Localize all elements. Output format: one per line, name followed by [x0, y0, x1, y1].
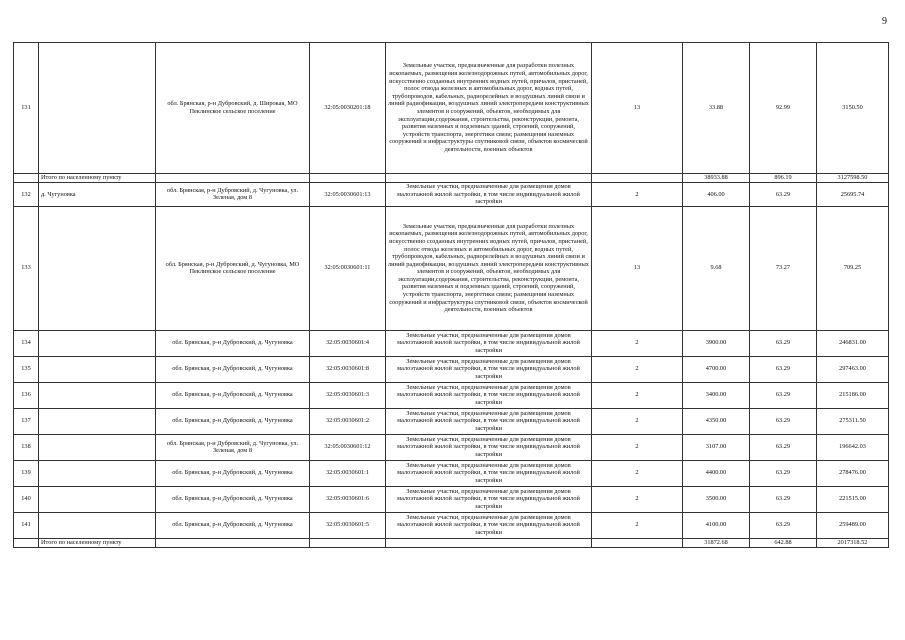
- address-cell: обл. Брянская, р-н Дубровский, д. Чугуновка: [156, 460, 310, 486]
- row-number-cell: 139: [14, 460, 39, 486]
- table-row: [14, 330, 889, 356]
- table-row: [14, 382, 889, 408]
- address-cell: обл. Брянская, р-н Дубровский, д. Чугуновка: [156, 408, 310, 434]
- row-number-cell: 134: [14, 330, 39, 356]
- category-cell: [592, 538, 683, 547]
- category-cell: 2: [592, 183, 683, 207]
- locality-cell: [39, 206, 156, 330]
- row-number-cell: 133: [14, 206, 39, 330]
- land-registry-table: [13, 42, 889, 548]
- rate-cell: 63.29: [750, 408, 817, 434]
- permitted-use-cell: Земельные участки, предназначенные для размещения домов малоэтажной жилой застройки, в том числе индивидуальной жилой застройки: [386, 486, 592, 512]
- cadastral-number-cell: 32:05:0030601:8: [310, 356, 386, 382]
- total-label-cell: Итого по населенному пункту: [39, 538, 156, 547]
- row-number-cell: 135: [14, 356, 39, 382]
- address-cell: обл. Брянская, р-н Дубровский, д. Чугуновка: [156, 512, 310, 538]
- table-body: [14, 43, 889, 548]
- locality-cell: [39, 43, 156, 174]
- table-total-row: [14, 174, 889, 183]
- locality-cell: [39, 512, 156, 538]
- permitted-use-cell: Земельные участки, предназначенные для размещения домов малоэтажной жилой застройки, в том числе индивидуальной жилой застройки: [386, 382, 592, 408]
- cadastral-number-cell: 32:05:0030601:2: [310, 408, 386, 434]
- category-cell: [592, 174, 683, 183]
- category-cell: 13: [592, 43, 683, 174]
- area-cell: 4350.00: [683, 408, 750, 434]
- permitted-use-cell: Земельные участки, предназначенные для размещения домов малоэтажной жилой застройки, в том числе индивидуальной жилой застройки: [386, 460, 592, 486]
- rate-cell: 63.29: [750, 486, 817, 512]
- locality-cell: [39, 382, 156, 408]
- rate-cell: 63.29: [750, 330, 817, 356]
- area-cell: 3400.00: [683, 382, 750, 408]
- cadastral-number-cell: 32:05:0030601:5: [310, 512, 386, 538]
- permitted-use-cell: [386, 174, 592, 183]
- value-cell: 709.25: [817, 206, 889, 330]
- category-cell: 2: [592, 512, 683, 538]
- value-cell: 2017318.52: [817, 538, 889, 547]
- permitted-use-cell: [386, 538, 592, 547]
- rate-cell: 92.99: [750, 43, 817, 174]
- cadastral-number-cell: [310, 538, 386, 547]
- cadastral-number-cell: 32:05:0030601:1: [310, 460, 386, 486]
- value-cell: 275311.50: [817, 408, 889, 434]
- rate-cell: 63.29: [750, 460, 817, 486]
- total-label-cell: Итого по населенному пункту: [39, 174, 156, 183]
- category-cell: 2: [592, 382, 683, 408]
- cadastral-number-cell: 32:05:0030201:18: [310, 43, 386, 174]
- category-cell: 2: [592, 356, 683, 382]
- cadastral-number-cell: 32:05:0030601:6: [310, 486, 386, 512]
- area-cell: 3500.00: [683, 486, 750, 512]
- table-row: [14, 512, 889, 538]
- permitted-use-cell: Земельные участки, предназначенные для размещения домов малоэтажной жилой застройки, в том числе индивидуальной жилой застройки: [386, 408, 592, 434]
- category-cell: 2: [592, 408, 683, 434]
- rate-cell: 642.88: [750, 538, 817, 547]
- value-cell: 25695.74: [817, 183, 889, 207]
- row-number-cell: 136: [14, 382, 39, 408]
- permitted-use-cell: Земельные участки, предназначенные для размещения домов малоэтажной жилой застройки, в том числе индивидуальной жилой застройки: [386, 330, 592, 356]
- area-cell: 3900.00: [683, 330, 750, 356]
- value-cell: 221515.00: [817, 486, 889, 512]
- area-cell: 31872.68: [683, 538, 750, 547]
- locality-cell: [39, 408, 156, 434]
- row-number-cell: [14, 174, 39, 183]
- category-cell: 2: [592, 330, 683, 356]
- table-row: [14, 183, 889, 207]
- rate-cell: 63.29: [750, 356, 817, 382]
- value-cell: 215186.00: [817, 382, 889, 408]
- category-cell: 2: [592, 486, 683, 512]
- cadastral-number-cell: [310, 174, 386, 183]
- address-cell: обл. Брянская, р-н Дубровский, д. Чугуновка: [156, 330, 310, 356]
- table-row: [14, 434, 889, 460]
- row-number-cell: 137: [14, 408, 39, 434]
- table-row: [14, 408, 889, 434]
- area-cell: 4700.00: [683, 356, 750, 382]
- table-row: [14, 356, 889, 382]
- category-cell: 2: [592, 434, 683, 460]
- value-cell: 259489.00: [817, 512, 889, 538]
- area-cell: 4100.00: [683, 512, 750, 538]
- area-cell: 38933.88: [683, 174, 750, 183]
- cadastral-number-cell: 32:05:0030601:11: [310, 206, 386, 330]
- address-cell: обл. Брянская, р-н Дубровский, д. Широкая, МО Пеклинское сельское поселение: [156, 43, 310, 174]
- locality-cell: д. Чугуновка: [39, 183, 156, 207]
- row-number-cell: 132: [14, 183, 39, 207]
- cadastral-number-cell: 32:05:0030601:13: [310, 183, 386, 207]
- table-row: [14, 43, 889, 174]
- table-total-row: [14, 538, 889, 547]
- address-cell: обл. Брянская, р-н Дубровский, д. Чугуновка: [156, 486, 310, 512]
- area-cell: 4400.00: [683, 460, 750, 486]
- value-cell: 3150.50: [817, 43, 889, 174]
- category-cell: 2: [592, 460, 683, 486]
- permitted-use-cell: Земельные участки, предназначенные для разработки полезных ископаемых, размещения железнодорожных путей, автомобильных дорог, искусственно созданных внутренних водных путей, причалов, пристаней, полос отвода железных и автомобильных дорог, водных путей, трубопроводов, кабельных, радиорелейных и воздушных линий связи и линий радиофикации, воздушных линий электропередачи конструктивных элементов и сооружений, объектов, необходимых для эксплуатации,содержания, строительства, реконструкции, ремонта, развития наземных и подземных зданий, строений, сооружений, устройств транспорта, энергетики связи; размещения наземных сооружений и инфраструктуры спутниковой связи, объектов космической деятельности, военных объектов: [386, 43, 592, 174]
- address-cell: [156, 174, 310, 183]
- row-number-cell: 131: [14, 43, 39, 174]
- row-number-cell: 138: [14, 434, 39, 460]
- locality-cell: [39, 330, 156, 356]
- locality-cell: [39, 460, 156, 486]
- address-cell: обл. Брянская, р-н Дубровский, д. Чугуновка: [156, 382, 310, 408]
- permitted-use-cell: Земельные участки, предназначенные для разработки полезных ископаемых, размещения железнодорожных путей, автомобильных дорог, искусственно созданных внутренних водных путей, причалов, пристаней, полос отвода железных и автомобильных дорог, водных путей, трубопроводов, кабельных, радиорелейных и воздушных линий связи и линий радиофикации, воздушных линий электропередачи конструктивных элементов и сооружений, объектов, необходимых для эксплуатации,содержания, строительства, реконструкции, ремонта, развития наземных и подземных зданий, строений, сооружений, устройств транспорта, энергетики связи; размещения наземных сооружений и инфраструктуры спутниковой связи, объектов космической деятельности, военных объектов: [386, 206, 592, 330]
- value-cell: 196642.03: [817, 434, 889, 460]
- permitted-use-cell: Земельные участки, предназначенные для размещения домов малоэтажной жилой застройки, в том числе индивидуальной жилой застройки: [386, 183, 592, 207]
- address-cell: обл. Брянская, р-н Дубровский, д. Чугуновка: [156, 356, 310, 382]
- value-cell: 297463.00: [817, 356, 889, 382]
- address-cell: [156, 538, 310, 547]
- row-number-cell: [14, 538, 39, 547]
- cadastral-number-cell: 32:05:0030601:3: [310, 382, 386, 408]
- area-cell: 406.00: [683, 183, 750, 207]
- table-row: [14, 460, 889, 486]
- value-cell: 3127598.50: [817, 174, 889, 183]
- value-cell: 246831.00: [817, 330, 889, 356]
- rate-cell: 896.19: [750, 174, 817, 183]
- table-row: [14, 486, 889, 512]
- rate-cell: 73.27: [750, 206, 817, 330]
- address-cell: обл. Брянская, р-н Дубровский, д. Чугуновка, МО Пеклинское сельское поселение: [156, 206, 310, 330]
- area-cell: 9.68: [683, 206, 750, 330]
- rate-cell: 63.29: [750, 382, 817, 408]
- permitted-use-cell: Земельные участки, предназначенные для размещения домов малоэтажной жилой застройки, в том числе индивидуальной жилой застройки: [386, 434, 592, 460]
- area-cell: 33.88: [683, 43, 750, 174]
- value-cell: 278476.00: [817, 460, 889, 486]
- cadastral-number-cell: 32:05:0030601:4: [310, 330, 386, 356]
- rate-cell: 63.29: [750, 183, 817, 207]
- locality-cell: [39, 356, 156, 382]
- locality-cell: [39, 434, 156, 460]
- permitted-use-cell: Земельные участки, предназначенные для размещения домов малоэтажной жилой застройки, в том числе индивидуальной жилой застройки: [386, 356, 592, 382]
- cadastral-number-cell: 32:05:0030601:12: [310, 434, 386, 460]
- address-cell: обл. Брянская, р-н Дубровский, д. Чугуновка, ул. Зеленая, дом 8: [156, 434, 310, 460]
- rate-cell: 63.29: [750, 512, 817, 538]
- permitted-use-cell: Земельные участки, предназначенные для размещения домов малоэтажной жилой застройки, в том числе индивидуальной жилой застройки: [386, 512, 592, 538]
- category-cell: 13: [592, 206, 683, 330]
- row-number-cell: 140: [14, 486, 39, 512]
- row-number-cell: 141: [14, 512, 39, 538]
- area-cell: 3107.00: [683, 434, 750, 460]
- locality-cell: [39, 486, 156, 512]
- table-row: [14, 206, 889, 330]
- page-number: 9: [882, 16, 887, 27]
- rate-cell: 63.29: [750, 434, 817, 460]
- address-cell: обл. Брянская, р-н Дубровский, д. Чугуновка, ул. Зеленая, дом 8: [156, 183, 310, 207]
